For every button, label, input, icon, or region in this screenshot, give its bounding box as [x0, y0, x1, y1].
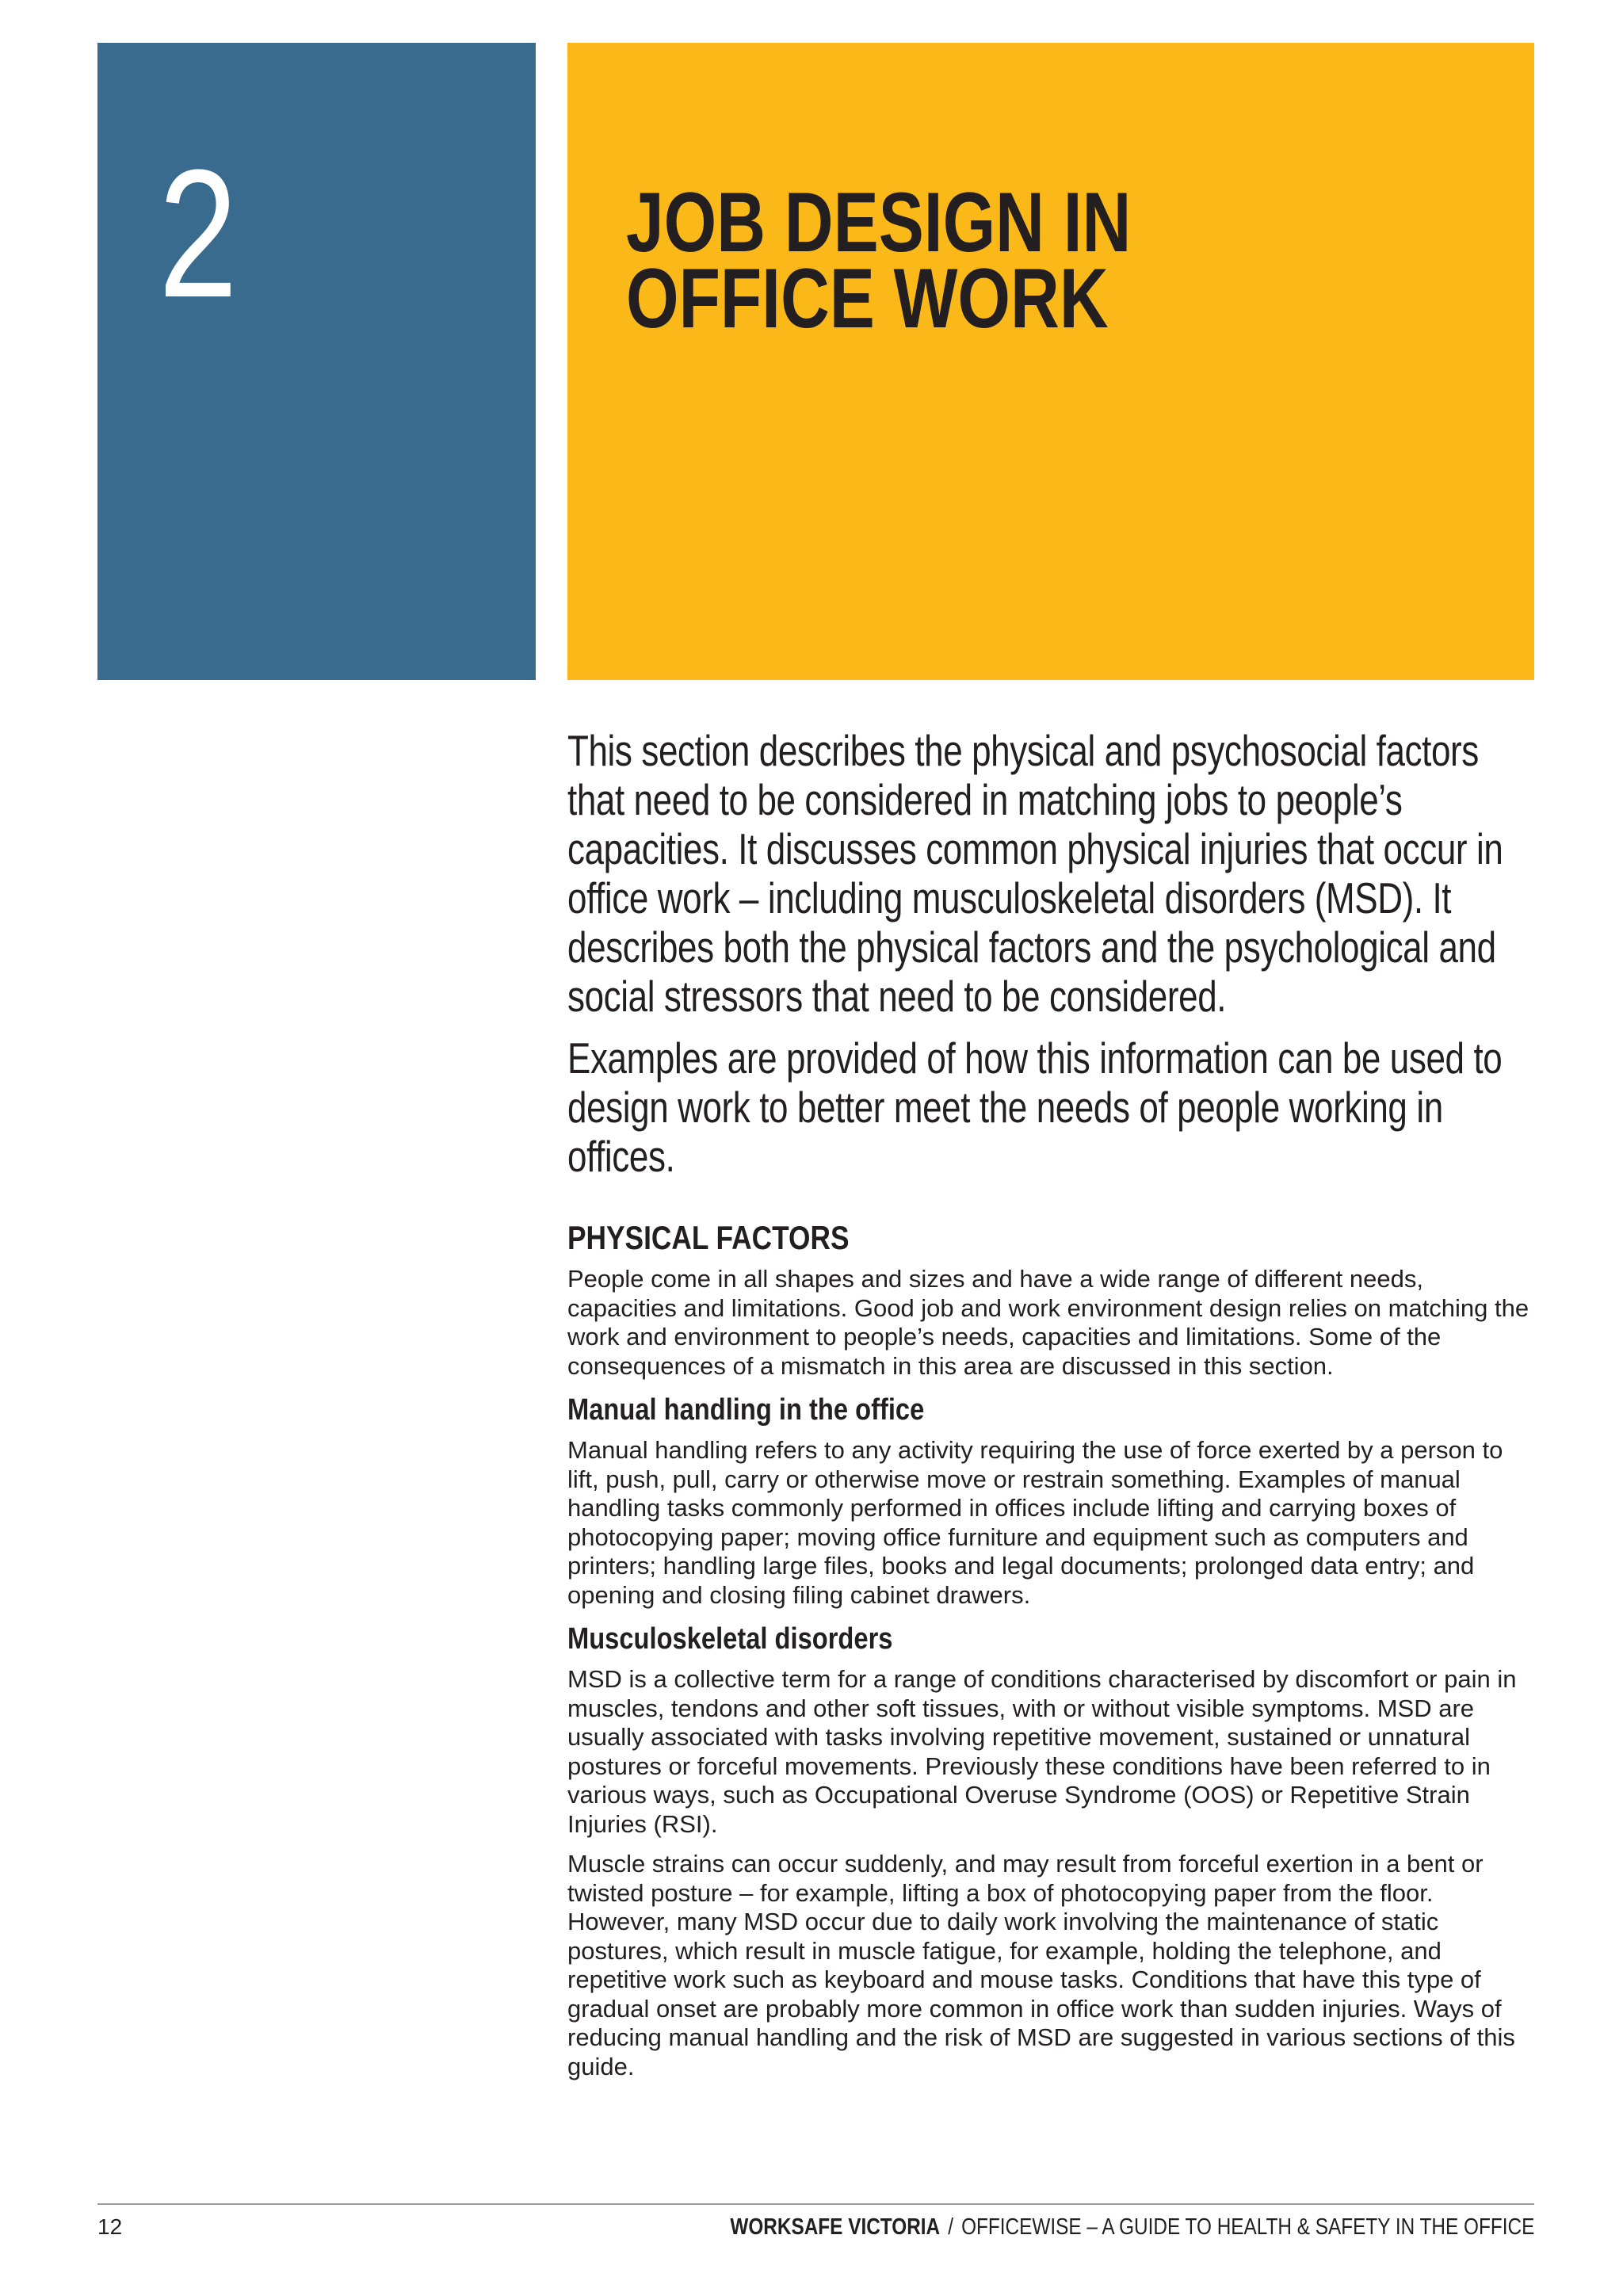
- footer-separator: /: [947, 2214, 953, 2240]
- page-number: 12: [97, 2214, 123, 2239]
- intro-paragraph-1: This section describes the physical and psychosocial factors that need to be considered in matching jobs to people’s capacities. It discusses common physical injuries that occur in office work – including musculoskeletal disorders (MSD). It describes both the physical factors and the psychological and social stressors that need to be considered.: [567, 726, 1503, 1021]
- chapter-number: 2: [158, 132, 238, 335]
- chapter-title-panel: [567, 43, 1534, 680]
- footer-running-title: [730, 2214, 1534, 2241]
- chapter-title-line-2: OFFICE WORK: [626, 250, 1109, 346]
- intro-paragraph-2: Examples are provided of how this information can be used to design work to better meet the needs of people working in offices.: [567, 1033, 1503, 1181]
- chapter-title: [626, 174, 1450, 346]
- physical-factors-heading: PHYSICAL FACTORS: [567, 1219, 850, 1256]
- msd-paragraph-1: MSD is a collective term for a range of conditions characterised by discomfort or pain in muscles, tendons and other soft tissues, with or without visible symptoms. MSD are usually associated with tasks involving repetitive movement, sustained or unnatural postures or forceful movements. Previously these conditions have been referred to in various ways, such as Occupational Overuse Syndrome (OOS) or Repetitive Strain Injuries (RSI).: [567, 1665, 1517, 1838]
- chapter-title-line-1: JOB DESIGN IN: [626, 174, 1132, 269]
- msd-paragraph-2: Muscle strains can occur suddenly, and may result from forceful exertion in a bent or twisted posture – for example, lifting a box of photocopying paper from the floor. However, many MSD occur due to daily work involving the maintenance of static postures, which result in muscle fatigue, for example, holding the telephone, and repetitive work such as keyboard and mouse tasks. Conditions that have this type of gradual onset are probably more common in office work than sudden injuries. Ways of reducing manual handling and the risk of MSD are suggested in various sections of this guide.: [567, 1850, 1515, 2080]
- physical-factors-text: People come in all shapes and sizes and have a wide range of different needs, capacities and limitations. Good job and work environment design relies on matching the work and environment to people’s needs, capacities and limitations. Some of the consequences of a mismatch in this area are discussed in this section.: [567, 1265, 1529, 1380]
- msd-heading: Musculoskeletal disorders: [567, 1622, 893, 1656]
- footer-organisation: WORKSAFE VICTORIA: [729, 2214, 940, 2240]
- footer-publication: OFFICEWISE – A GUIDE TO HEALTH & SAFETY IN THE OFFICE: [960, 2214, 1534, 2240]
- footer-divider: [97, 2203, 1534, 2205]
- main-content: [567, 726, 1534, 2092]
- manual-handling-heading: Manual handling in the office: [567, 1393, 925, 1427]
- intro: [567, 726, 1534, 1181]
- manual-handling-text: Manual handling refers to any activity requiring the use of force exerted by a person to lift, push, pull, carry or otherwise move or restrain something. Examples of manual handling tasks commonly performed in offices include lifting and carrying boxes of photocopying paper; moving office furniture and equipment such as computers and printers; handling large files, books and legal documents; prolonged data entry; and opening and closing filing cabinet drawers.: [567, 1436, 1503, 1609]
